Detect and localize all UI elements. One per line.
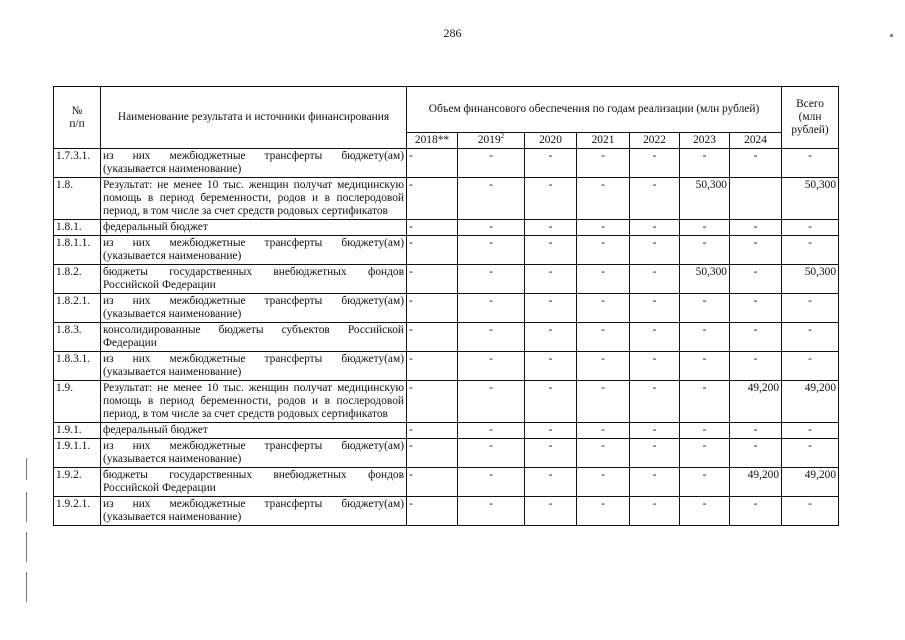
header-name: Наименование результата и источники финансирования bbox=[101, 87, 407, 149]
value-cell: - bbox=[680, 323, 730, 352]
total-cell: - bbox=[782, 236, 839, 265]
value-cell: - bbox=[407, 294, 458, 323]
row-number: 1.8.3. bbox=[54, 323, 101, 352]
value-cell: - bbox=[730, 220, 782, 236]
row-number: 1.9. bbox=[54, 381, 101, 423]
value-cell: - bbox=[577, 468, 630, 497]
total-cell: 49,200 bbox=[782, 381, 839, 423]
value-cell: - bbox=[577, 497, 630, 526]
value-cell: - bbox=[730, 149, 782, 178]
value-cell: - bbox=[458, 178, 525, 220]
value-cell: - bbox=[458, 468, 525, 497]
table-row bbox=[54, 323, 839, 352]
value-cell: - bbox=[730, 236, 782, 265]
page-number: 286 bbox=[443, 26, 462, 40]
value-cell: - bbox=[407, 178, 458, 220]
value-cell: - bbox=[730, 423, 782, 439]
value-cell: - bbox=[730, 497, 782, 526]
row-name: из них межбюджетные трансферты бюджету(ам) (указывается наименование) bbox=[101, 149, 407, 178]
value-cell: - bbox=[630, 149, 680, 178]
total-cell: - bbox=[782, 497, 839, 526]
value-cell: - bbox=[630, 423, 680, 439]
value-cell: - bbox=[577, 178, 630, 220]
value-cell: - bbox=[577, 294, 630, 323]
value-cell: - bbox=[680, 439, 730, 468]
table-row bbox=[54, 220, 839, 236]
value-cell: - bbox=[407, 423, 458, 439]
row-name: из них межбюджетные трансферты бюджету(ам) (указывается наименование) bbox=[101, 439, 407, 468]
value-cell: - bbox=[407, 381, 458, 423]
header-total: Всего (млн рублей) bbox=[782, 87, 839, 149]
total-cell: - bbox=[782, 323, 839, 352]
row-number: 1.8.2. bbox=[54, 265, 101, 294]
table-row bbox=[54, 468, 839, 497]
row-number: 1.9.1. bbox=[54, 423, 101, 439]
value-cell: - bbox=[630, 323, 680, 352]
value-cell bbox=[730, 178, 782, 220]
row-number: 1.8.3.1. bbox=[54, 352, 101, 381]
value-cell: - bbox=[577, 220, 630, 236]
value-cell: - bbox=[407, 468, 458, 497]
table-row bbox=[54, 265, 839, 294]
header-volume: Объем финансового обеспечения по годам реализации (млн рублей) bbox=[407, 87, 782, 133]
value-cell: - bbox=[525, 439, 577, 468]
header-number: № п/п bbox=[54, 87, 101, 149]
header-year: 2020 bbox=[525, 133, 577, 149]
value-cell: - bbox=[525, 236, 577, 265]
value-cell: - bbox=[730, 294, 782, 323]
scan-margin-mark bbox=[26, 458, 27, 480]
value-cell: - bbox=[680, 294, 730, 323]
table-row bbox=[54, 423, 839, 439]
value-cell: - bbox=[525, 294, 577, 323]
total-cell: - bbox=[782, 423, 839, 439]
total-cell: - bbox=[782, 220, 839, 236]
value-cell: - bbox=[458, 220, 525, 236]
value-cell: - bbox=[458, 439, 525, 468]
row-name: Результат: не менее 10 тыс. женщин получат медицинскую помощь в период беременности, родов и в послеродовой период, в том числе за счет средств родовых сертификатов bbox=[101, 381, 407, 423]
header-year: 2024 bbox=[730, 133, 782, 149]
value-cell: - bbox=[407, 149, 458, 178]
scan-margin-mark bbox=[26, 572, 27, 602]
row-name: бюджеты государственных внебюджетных фондов Российской Федерации bbox=[101, 468, 407, 497]
value-cell: - bbox=[458, 497, 525, 526]
value-cell: - bbox=[730, 352, 782, 381]
value-cell: - bbox=[525, 178, 577, 220]
table-row bbox=[54, 352, 839, 381]
value-cell: - bbox=[407, 220, 458, 236]
financing-table bbox=[53, 86, 839, 526]
header-year: 2023 bbox=[680, 133, 730, 149]
value-cell: - bbox=[680, 149, 730, 178]
value-cell: - bbox=[525, 423, 577, 439]
value-cell: - bbox=[458, 352, 525, 381]
value-cell: - bbox=[525, 352, 577, 381]
value-cell: - bbox=[630, 468, 680, 497]
value-cell: - bbox=[525, 220, 577, 236]
value-cell: - bbox=[630, 381, 680, 423]
row-number: 1.9.2. bbox=[54, 468, 101, 497]
value-cell: - bbox=[680, 381, 730, 423]
row-number: 1.9.1.1. bbox=[54, 439, 101, 468]
table-row bbox=[54, 178, 839, 220]
value-cell: - bbox=[680, 497, 730, 526]
table-row bbox=[54, 149, 839, 178]
scan-margin-mark bbox=[26, 532, 27, 562]
row-number: 1.8. bbox=[54, 178, 101, 220]
row-number: 1.9.2.1. bbox=[54, 497, 101, 526]
row-name: консолидированные бюджеты субъектов Российской Федерации bbox=[101, 323, 407, 352]
row-name: из них межбюджетные трансферты бюджету(ам) (указывается наименование) bbox=[101, 294, 407, 323]
value-cell: - bbox=[458, 323, 525, 352]
row-name: из них межбюджетные трансферты бюджету(ам) (указывается наименование) bbox=[101, 352, 407, 381]
value-cell: - bbox=[407, 265, 458, 294]
table-row bbox=[54, 236, 839, 265]
value-cell: - bbox=[680, 236, 730, 265]
value-cell: - bbox=[525, 149, 577, 178]
total-cell: - bbox=[782, 352, 839, 381]
value-cell: - bbox=[630, 497, 680, 526]
footnote-mark: 2 bbox=[500, 132, 505, 141]
row-number: 1.8.1. bbox=[54, 220, 101, 236]
value-cell: - bbox=[630, 439, 680, 468]
value-cell: - bbox=[407, 439, 458, 468]
value-cell: - bbox=[630, 294, 680, 323]
total-cell: - bbox=[782, 149, 839, 178]
row-name: из них межбюджетные трансферты бюджету(ам) (указывается наименование) bbox=[101, 497, 407, 526]
value-cell: - bbox=[680, 352, 730, 381]
value-cell: - bbox=[458, 423, 525, 439]
value-cell: - bbox=[577, 423, 630, 439]
row-name: из них межбюджетные трансферты бюджету(ам) (указывается наименование) bbox=[101, 236, 407, 265]
value-cell: - bbox=[525, 323, 577, 352]
row-number: 1.8.2.1. bbox=[54, 294, 101, 323]
value-cell: - bbox=[730, 439, 782, 468]
value-cell: - bbox=[407, 236, 458, 265]
table-row bbox=[54, 497, 839, 526]
row-name: Результат: не менее 10 тыс. женщин получат медицинскую помощь в период беременности, родов и в послеродовой период, в том числе за счет средств родовых сертификатов bbox=[101, 178, 407, 220]
value-cell: - bbox=[630, 178, 680, 220]
value-cell: - bbox=[577, 265, 630, 294]
table-row bbox=[54, 381, 839, 423]
value-cell: 49,200 bbox=[730, 381, 782, 423]
value-cell: 50,300 bbox=[680, 178, 730, 220]
value-cell: - bbox=[458, 294, 525, 323]
row-name: бюджеты государственных внебюджетных фондов Российской Федерации bbox=[101, 265, 407, 294]
value-cell: - bbox=[458, 236, 525, 265]
value-cell: - bbox=[458, 149, 525, 178]
value-cell: - bbox=[630, 352, 680, 381]
value-cell: - bbox=[577, 236, 630, 265]
value-cell: - bbox=[577, 352, 630, 381]
value-cell: - bbox=[525, 381, 577, 423]
row-number: 1.8.1.1. bbox=[54, 236, 101, 265]
value-cell: - bbox=[577, 381, 630, 423]
value-cell: 49,200 bbox=[730, 468, 782, 497]
table-row bbox=[54, 294, 839, 323]
value-cell: - bbox=[525, 497, 577, 526]
value-cell: - bbox=[407, 497, 458, 526]
value-cell: - bbox=[680, 220, 730, 236]
value-cell: - bbox=[630, 265, 680, 294]
table-row bbox=[54, 439, 839, 468]
value-cell: - bbox=[630, 236, 680, 265]
scan-margin-mark bbox=[26, 492, 27, 522]
row-name: федеральный бюджет bbox=[101, 220, 407, 236]
value-cell: - bbox=[577, 439, 630, 468]
header-year: 2019$^2$ bbox=[458, 133, 525, 149]
value-cell: - bbox=[577, 149, 630, 178]
table-header-row bbox=[54, 87, 839, 133]
total-cell: - bbox=[782, 294, 839, 323]
value-cell: - bbox=[407, 323, 458, 352]
value-cell: - bbox=[458, 265, 525, 294]
value-cell: - bbox=[458, 381, 525, 423]
row-number: 1.7.3.1. bbox=[54, 149, 101, 178]
total-cell: 50,300 bbox=[782, 265, 839, 294]
header-year: 2021 bbox=[577, 133, 630, 149]
value-cell: - bbox=[680, 468, 730, 497]
value-cell: - bbox=[577, 323, 630, 352]
total-cell: 50,300 bbox=[782, 178, 839, 220]
total-cell: - bbox=[782, 439, 839, 468]
value-cell: 50,300 bbox=[680, 265, 730, 294]
value-cell: - bbox=[407, 352, 458, 381]
value-cell: - bbox=[525, 468, 577, 497]
scan-speck bbox=[890, 34, 893, 37]
total-cell: 49,200 bbox=[782, 468, 839, 497]
value-cell: - bbox=[730, 323, 782, 352]
value-cell: - bbox=[630, 220, 680, 236]
header-year: 2022 bbox=[630, 133, 680, 149]
header-year: 2018** bbox=[407, 133, 458, 149]
value-cell: - bbox=[730, 265, 782, 294]
row-name: федеральный бюджет bbox=[101, 423, 407, 439]
value-cell: - bbox=[525, 265, 577, 294]
value-cell: - bbox=[680, 423, 730, 439]
